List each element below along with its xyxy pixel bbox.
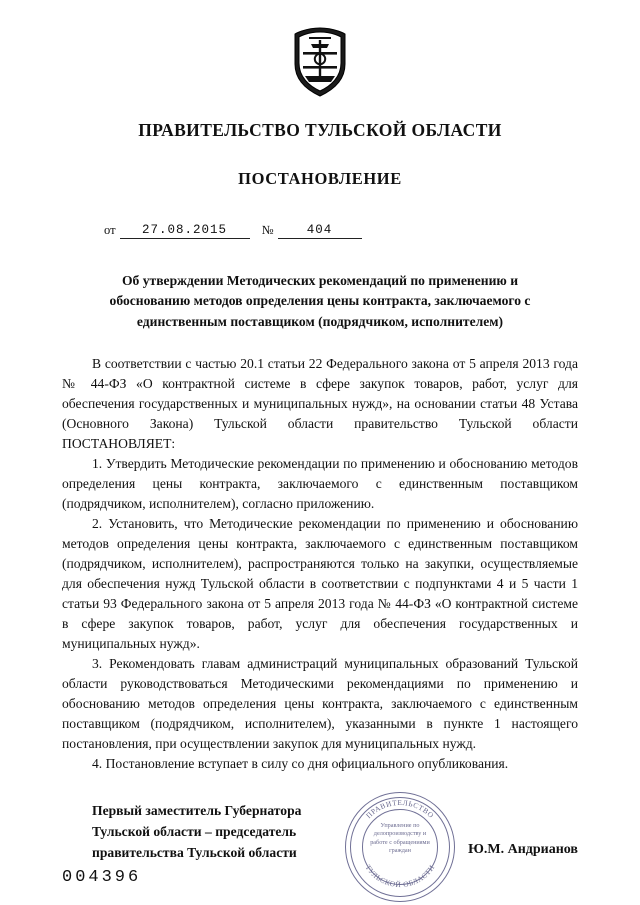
number-label: № [261,223,274,237]
registration-number: 004396 [62,868,142,887]
body-paragraph: В соответствии с частью 20.1 статьи 22 Федерального закона от 5 апреля 2013 года № 44-ФЗ «О контрактной системе в сфере закупок товаров, работ, услуг для обеспечения государственных и муниципальных нужд», на основании статьи 48 Устава (Основного Закона) Тульской области правительство Тульской области ПОСТАНОВЛЯЕТ: [62,356,578,452]
body-paragraph: 1. Утвердить Методические рекомендации по применению и обоснованию методов определения цены контракта, заключаемого с единственным поставщиком (подрядчиком, исполнителем), согласно приложению. [62,456,578,511]
date-value: 27.08.2015 [120,223,250,239]
date-number-line [104,219,578,239]
tula-region-coat-of-arms-icon [291,26,349,98]
stamp-center-text: Управление по делопроизводству и работе с обращениями граждан [370,822,430,855]
emblem-container [62,0,578,98]
document-subject: Об утверждении Методических рекомендаций по применению и обоснованию методов определения цены контракта, заключаемого с единственным поставщиком (подрядчиком, исполнителем) [109,273,531,329]
signatory-title-line-2: Тульской области – председатель [92,823,297,839]
organization-title: ПРАВИТЕЛЬСТВО ТУЛЬСКОЙ ОБЛАСТИ [138,120,502,140]
date-label: от [104,223,116,237]
document-type-title: ПОСТАНОВЛЕНИЕ [238,169,402,188]
body-paragraph: 4. Постановление вступает в силу со дня официального опубликования. [92,755,509,771]
signatory-name: Ю.М. Андрианов [468,842,578,858]
body-paragraph: 2. Установить, что Методические рекомендации по применению и обоснованию методов определения цены контракта, заключаемого с единственным поставщиком (подрядчиком, исполнителем), распространяются только на закупки, осуществляемые для обеспечения нужд Тульской области в соответствии с подпунктами 4 и 5 части 1 статьи 93 Федерального закона от 5 апреля 2013 года № 44-ФЗ «О контрактной системе в сфере закупок товаров, работ, услуг для обеспечения государственных и муниципальных нужд». [62,515,578,651]
svg-text:ПРАВИТЕЛЬСТВО: ПРАВИТЕЛЬСТВО [364,797,436,821]
signature-block [62,797,578,863]
svg-text:ТУЛЬСКОЙ ОБЛАСТИ: ТУЛЬСКОЙ ОБЛАСТИ [363,862,437,890]
body-paragraph: 3. Рекомендовать главам администраций муниципальных образований Тульской области руководствоваться Методическими рекомендациями по применению и обоснованию методов определения цены контракта, заключаемого с единственным поставщиком (подрядчиком, исполнителем), указанными в пункте 1 настоящего постановления, при осуществлении закупок для муниципальных нужд. [62,655,578,751]
official-round-stamp [345,792,455,902]
number-value: 404 [278,223,362,239]
signatory-title-line-3: правительства Тульской области [92,844,297,860]
signatory-title-line-1: Первый заместитель Губернатора [92,802,302,818]
document-body [62,354,578,773]
